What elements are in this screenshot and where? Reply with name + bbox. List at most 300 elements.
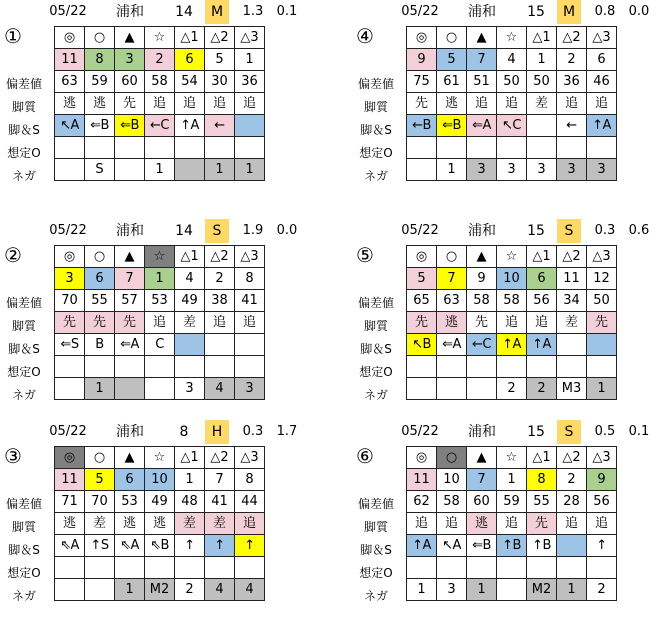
number-cell: 2 xyxy=(557,469,587,491)
odds-cell xyxy=(55,137,85,159)
style-cell: 追 xyxy=(497,513,527,535)
deviation-cell: 59 xyxy=(85,71,115,93)
race-date: 05/22 xyxy=(401,223,439,238)
nega-cell xyxy=(85,579,115,601)
odds-cell xyxy=(467,356,497,378)
row-label: 想定O xyxy=(7,146,41,160)
number-cell: 10 xyxy=(145,469,175,491)
leg-cell: ⇐S xyxy=(55,334,85,356)
deviation-cell: 51 xyxy=(467,71,497,93)
leg-cell: B xyxy=(85,334,115,356)
style-cell: 差 xyxy=(85,513,115,535)
odds-value-2: 0.0 xyxy=(628,4,650,19)
deviation-cell: 34 xyxy=(557,290,587,312)
nega-cell: 1 xyxy=(235,159,265,181)
mark-cell: △3 xyxy=(587,447,617,469)
odds-cell xyxy=(115,137,145,159)
odds-cell xyxy=(587,137,617,159)
odds-row xyxy=(55,356,265,378)
odds-value-2: 1.7 xyxy=(276,424,298,439)
deviation-cell: 70 xyxy=(85,491,115,513)
deviation-cell: 58 xyxy=(145,71,175,93)
nega-cell: 1 xyxy=(437,159,467,181)
nega-cell: 3 xyxy=(557,159,587,181)
mark-cell: ☆ xyxy=(145,447,175,469)
mark-row xyxy=(55,447,265,469)
nega-cell: 2 xyxy=(527,378,557,400)
nega-cell xyxy=(115,159,145,181)
nega-row xyxy=(407,159,617,181)
row-label: ネガ xyxy=(363,589,388,603)
odds-cell xyxy=(145,356,175,378)
deviation-cell: 58 xyxy=(437,491,467,513)
mark-cell: ▲ xyxy=(115,447,145,469)
mark-cell: △2 xyxy=(557,447,587,469)
deviation-cell: 59 xyxy=(497,491,527,513)
race-date: 05/22 xyxy=(49,4,87,19)
race-number: 15 xyxy=(527,223,545,239)
mark-cell: ○ xyxy=(85,27,115,49)
leg-cell: C xyxy=(145,334,175,356)
mark-cell: ☆ xyxy=(497,246,527,268)
number-cell: 12 xyxy=(587,268,617,290)
odds-cell xyxy=(407,356,437,378)
mark-cell: ☆ xyxy=(145,246,175,268)
number-cell: 1 xyxy=(527,49,557,71)
odds-cell xyxy=(557,356,587,378)
style-cell: 追 xyxy=(527,312,557,334)
mark-cell: △2 xyxy=(557,246,587,268)
mark-cell: △2 xyxy=(205,447,235,469)
odds-cell xyxy=(205,557,235,579)
race-panel xyxy=(0,219,320,433)
style-cell: 先 xyxy=(467,312,497,334)
mark-cell: ○ xyxy=(85,447,115,469)
leg-cell: ←C xyxy=(467,334,497,356)
leg-row xyxy=(55,535,265,557)
odds-row xyxy=(407,356,617,378)
deviation-cell: 62 xyxy=(407,491,437,513)
number-cell: 11 xyxy=(557,268,587,290)
race-date: 05/22 xyxy=(49,424,87,439)
row-label: 偏差値 xyxy=(5,497,42,511)
row-label: 想定O xyxy=(359,146,393,160)
style-cell: 差 xyxy=(527,93,557,115)
style-row xyxy=(55,312,265,334)
mark-cell: ▲ xyxy=(467,447,497,469)
odds-cell xyxy=(407,557,437,579)
mark-cell: △1 xyxy=(175,246,205,268)
row-label: 想定O xyxy=(359,566,393,580)
style-row xyxy=(407,312,617,334)
leg-row xyxy=(407,334,617,356)
deviation-cell: 55 xyxy=(527,491,557,513)
deviation-cell: 57 xyxy=(115,290,145,312)
leg-cell xyxy=(235,334,265,356)
odds-cell xyxy=(407,137,437,159)
leg-cell: ←B xyxy=(407,115,437,137)
odds-value-1: 0.5 xyxy=(594,424,616,439)
number-cell: 6 xyxy=(587,49,617,71)
number-cell: 5 xyxy=(85,469,115,491)
odds-cell xyxy=(437,137,467,159)
mark-cell: △1 xyxy=(527,447,557,469)
style-cell: 逃 xyxy=(145,513,175,535)
leg-cell xyxy=(557,334,587,356)
style-cell: 先 xyxy=(85,312,115,334)
venue-name: 浦和 xyxy=(468,4,496,20)
number-cell: 5 xyxy=(205,49,235,71)
row-label: 想定O xyxy=(7,566,41,580)
odds-cell xyxy=(587,557,617,579)
mark-cell: △1 xyxy=(527,27,557,49)
deviation-cell: 44 xyxy=(235,491,265,513)
leg-cell: ⇐B xyxy=(115,115,145,137)
style-cell: 差 xyxy=(175,312,205,334)
deviation-cell: 53 xyxy=(145,290,175,312)
deviation-cell: 30 xyxy=(205,71,235,93)
style-cell: 先 xyxy=(115,93,145,115)
mark-row xyxy=(407,27,617,49)
odds-cell xyxy=(557,137,587,159)
number-cell: 10 xyxy=(437,469,467,491)
number-row xyxy=(55,49,265,71)
odds-row xyxy=(407,137,617,159)
leg-cell: ↖A xyxy=(437,535,467,557)
mark-cell: ○ xyxy=(85,246,115,268)
mark-cell: ○ xyxy=(437,27,467,49)
deviation-cell: 63 xyxy=(437,290,467,312)
number-cell: 6 xyxy=(175,49,205,71)
row-labels xyxy=(352,73,400,188)
odds-value-2: 0.1 xyxy=(628,424,650,439)
number-row xyxy=(407,49,617,71)
nega-cell xyxy=(175,159,205,181)
number-cell: 7 xyxy=(205,469,235,491)
row-label: 脚＆S xyxy=(8,543,40,557)
number-row xyxy=(55,469,265,491)
style-cell: 逃 xyxy=(55,93,85,115)
deviation-cell: 46 xyxy=(587,71,617,93)
style-cell: 先 xyxy=(407,93,437,115)
row-label: 偏差値 xyxy=(357,296,394,310)
leg-cell: ↑ xyxy=(175,535,205,557)
number-cell: 6 xyxy=(115,469,145,491)
number-cell: 4 xyxy=(497,49,527,71)
mark-cell: ◎ xyxy=(407,246,437,268)
odds-cell xyxy=(437,557,467,579)
deviation-cell: 36 xyxy=(557,71,587,93)
number-cell: 7 xyxy=(437,268,467,290)
nega-row xyxy=(55,378,265,400)
odds-value-2: 0.0 xyxy=(276,223,298,238)
odds-cell xyxy=(527,137,557,159)
number-cell: 5 xyxy=(407,268,437,290)
mark-row xyxy=(407,246,617,268)
style-cell: 先 xyxy=(407,312,437,334)
leg-row xyxy=(55,334,265,356)
panel-number: ③ xyxy=(4,444,22,468)
nega-cell: 3 xyxy=(437,579,467,601)
confidence-grade: H xyxy=(205,420,229,444)
odds-cell xyxy=(145,557,175,579)
style-cell: 追 xyxy=(407,513,437,535)
deviation-row xyxy=(55,71,265,93)
mark-row xyxy=(407,447,617,469)
odds-cell xyxy=(55,356,85,378)
number-cell: 6 xyxy=(85,268,115,290)
leg-cell: ↑A xyxy=(175,115,205,137)
style-cell: 差 xyxy=(557,312,587,334)
mark-cell: △3 xyxy=(587,246,617,268)
panel-number: ⑤ xyxy=(356,243,374,267)
nega-row xyxy=(407,579,617,601)
deviation-row xyxy=(407,71,617,93)
leg-cell: ←C xyxy=(145,115,175,137)
row-label: 脚＆S xyxy=(360,543,392,557)
leg-cell xyxy=(557,535,587,557)
race-panel xyxy=(0,0,320,214)
odds-value-1: 0.3 xyxy=(594,223,616,238)
style-cell: 追 xyxy=(497,312,527,334)
horse-grid xyxy=(406,245,617,400)
style-row xyxy=(55,93,265,115)
number-cell: 2 xyxy=(557,49,587,71)
nega-cell xyxy=(55,378,85,400)
odds-cell xyxy=(85,557,115,579)
odds-cell xyxy=(205,137,235,159)
race-date: 05/22 xyxy=(49,223,87,238)
row-label: 偏差値 xyxy=(357,497,394,511)
horse-grid xyxy=(54,245,265,400)
nega-cell: M2 xyxy=(145,579,175,601)
leg-cell: ↑A xyxy=(497,334,527,356)
deviation-cell: 56 xyxy=(527,290,557,312)
mark-cell: △3 xyxy=(235,27,265,49)
style-cell: 先 xyxy=(115,312,145,334)
nega-cell: 3 xyxy=(527,159,557,181)
leg-row xyxy=(407,535,617,557)
number-cell: 7 xyxy=(467,49,497,71)
number-cell: 8 xyxy=(235,268,265,290)
row-label: 偏差値 xyxy=(5,296,42,310)
nega-cell: 1 xyxy=(467,579,497,601)
row-labels xyxy=(0,292,48,407)
number-cell: 8 xyxy=(85,49,115,71)
odds-cell xyxy=(145,137,175,159)
mark-cell: ◎ xyxy=(407,27,437,49)
mark-cell: △2 xyxy=(205,27,235,49)
row-label: ネガ xyxy=(11,589,36,603)
odds-value-1: 0.3 xyxy=(242,424,264,439)
leg-cell: ⇐A xyxy=(115,334,145,356)
odds-cell xyxy=(497,137,527,159)
deviation-cell: 71 xyxy=(55,491,85,513)
number-cell: 1 xyxy=(235,49,265,71)
style-cell: 追 xyxy=(467,93,497,115)
odds-row xyxy=(407,557,617,579)
leg-cell: ↑B xyxy=(497,535,527,557)
race-header xyxy=(0,420,320,444)
odds-cell xyxy=(587,356,617,378)
style-cell: 差 xyxy=(175,513,205,535)
race-number: 14 xyxy=(175,4,193,20)
panel-number: ① xyxy=(4,24,22,48)
row-label: 想定O xyxy=(359,365,393,379)
row-label: 偏差値 xyxy=(5,77,42,91)
nega-cell: 3 xyxy=(235,378,265,400)
odds-row xyxy=(55,137,265,159)
confidence-grade: S xyxy=(205,219,229,243)
leg-cell: ⇐A xyxy=(437,334,467,356)
odds-cell xyxy=(175,137,205,159)
row-label: 脚＆S xyxy=(8,123,40,137)
row-labels xyxy=(352,292,400,407)
mark-cell: ☆ xyxy=(497,447,527,469)
nega-cell xyxy=(407,159,437,181)
leg-row xyxy=(55,115,265,137)
race-header xyxy=(352,219,664,243)
nega-cell xyxy=(55,579,85,601)
deviation-cell: 55 xyxy=(85,290,115,312)
deviation-cell: 36 xyxy=(235,71,265,93)
nega-cell: 4 xyxy=(235,579,265,601)
row-label: ネガ xyxy=(11,169,36,183)
style-cell: 追 xyxy=(205,312,235,334)
deviation-cell: 28 xyxy=(557,491,587,513)
style-cell: 追 xyxy=(175,93,205,115)
row-label: 脚質 xyxy=(363,319,388,333)
row-labels xyxy=(0,493,48,608)
number-cell: 5 xyxy=(437,49,467,71)
style-row xyxy=(407,513,617,535)
number-cell: 1 xyxy=(145,268,175,290)
odds-cell xyxy=(557,557,587,579)
deviation-cell: 48 xyxy=(175,491,205,513)
deviation-row xyxy=(55,290,265,312)
mark-cell: ◎ xyxy=(407,447,437,469)
horse-grid xyxy=(406,26,617,181)
odds-cell xyxy=(235,557,265,579)
deviation-cell: 49 xyxy=(145,491,175,513)
row-label: 脚質 xyxy=(11,520,36,534)
odds-cell xyxy=(115,356,145,378)
style-cell: 追 xyxy=(587,93,617,115)
number-cell: 11 xyxy=(55,469,85,491)
number-cell: 3 xyxy=(55,268,85,290)
leg-cell: ↖B xyxy=(407,334,437,356)
row-label: 脚＆S xyxy=(360,342,392,356)
style-cell: 追 xyxy=(235,513,265,535)
deviation-cell: 65 xyxy=(407,290,437,312)
mark-cell: △1 xyxy=(175,447,205,469)
nega-cell xyxy=(145,378,175,400)
number-cell: 8 xyxy=(235,469,265,491)
row-labels xyxy=(352,493,400,608)
odds-value-1: 1.9 xyxy=(242,223,264,238)
horse-grid xyxy=(54,446,265,601)
leg-cell: ← xyxy=(557,115,587,137)
number-cell: 1 xyxy=(175,469,205,491)
race-panel xyxy=(352,420,664,634)
nega-cell xyxy=(437,378,467,400)
number-cell: 9 xyxy=(587,469,617,491)
row-label: 脚質 xyxy=(363,520,388,534)
deviation-cell: 60 xyxy=(467,491,497,513)
leg-row xyxy=(407,115,617,137)
nega-cell xyxy=(497,579,527,601)
nega-cell: 2 xyxy=(497,378,527,400)
mark-cell: ▲ xyxy=(115,246,145,268)
number-cell: 7 xyxy=(115,268,145,290)
odds-cell xyxy=(527,356,557,378)
nega-cell: 2 xyxy=(175,579,205,601)
odds-value-1: 1.3 xyxy=(242,4,264,19)
race-panel xyxy=(0,420,320,634)
horse-grid xyxy=(406,446,617,601)
mark-cell: ◎ xyxy=(55,246,85,268)
number-cell: 11 xyxy=(55,49,85,71)
deviation-row xyxy=(407,491,617,513)
row-label: ネガ xyxy=(363,169,388,183)
panel-number: ⑥ xyxy=(356,444,374,468)
style-cell: 追 xyxy=(437,513,467,535)
nega-cell: 1 xyxy=(557,579,587,601)
number-row xyxy=(407,268,617,290)
race-panel xyxy=(352,0,664,214)
nega-cell: 4 xyxy=(205,579,235,601)
race-header xyxy=(352,420,664,444)
mark-cell: △1 xyxy=(175,27,205,49)
mark-cell: ◎ xyxy=(55,27,85,49)
number-cell: 2 xyxy=(145,49,175,71)
nega-cell: 2 xyxy=(587,579,617,601)
number-cell: 1 xyxy=(497,469,527,491)
mark-cell: ▲ xyxy=(467,246,497,268)
odds-cell xyxy=(175,356,205,378)
odds-cell xyxy=(115,557,145,579)
number-cell: 9 xyxy=(407,49,437,71)
style-cell: 先 xyxy=(55,312,85,334)
deviation-row xyxy=(55,491,265,513)
style-cell: 追 xyxy=(587,513,617,535)
confidence-grade: M xyxy=(557,0,581,24)
leg-cell: ⇖A xyxy=(55,535,85,557)
leg-cell: ⇐A xyxy=(467,115,497,137)
nega-cell: 3 xyxy=(175,378,205,400)
row-label: 脚質 xyxy=(11,319,36,333)
race-header xyxy=(0,0,320,24)
nega-cell: 1 xyxy=(115,579,145,601)
leg-cell: ↖A xyxy=(55,115,85,137)
odds-cell xyxy=(235,356,265,378)
confidence-grade: S xyxy=(557,420,581,444)
mark-cell: ○ xyxy=(437,246,467,268)
leg-cell: ⇖B xyxy=(145,535,175,557)
mark-cell: △3 xyxy=(235,246,265,268)
nega-cell: 4 xyxy=(205,378,235,400)
odds-cell xyxy=(497,557,527,579)
number-row xyxy=(55,268,265,290)
leg-cell: ↖C xyxy=(497,115,527,137)
number-cell: 9 xyxy=(467,268,497,290)
odds-cell xyxy=(467,557,497,579)
leg-cell: ⇐B xyxy=(437,115,467,137)
mark-cell: ▲ xyxy=(115,27,145,49)
deviation-cell: 70 xyxy=(55,290,85,312)
mark-cell: △3 xyxy=(587,27,617,49)
style-cell: 逃 xyxy=(467,513,497,535)
